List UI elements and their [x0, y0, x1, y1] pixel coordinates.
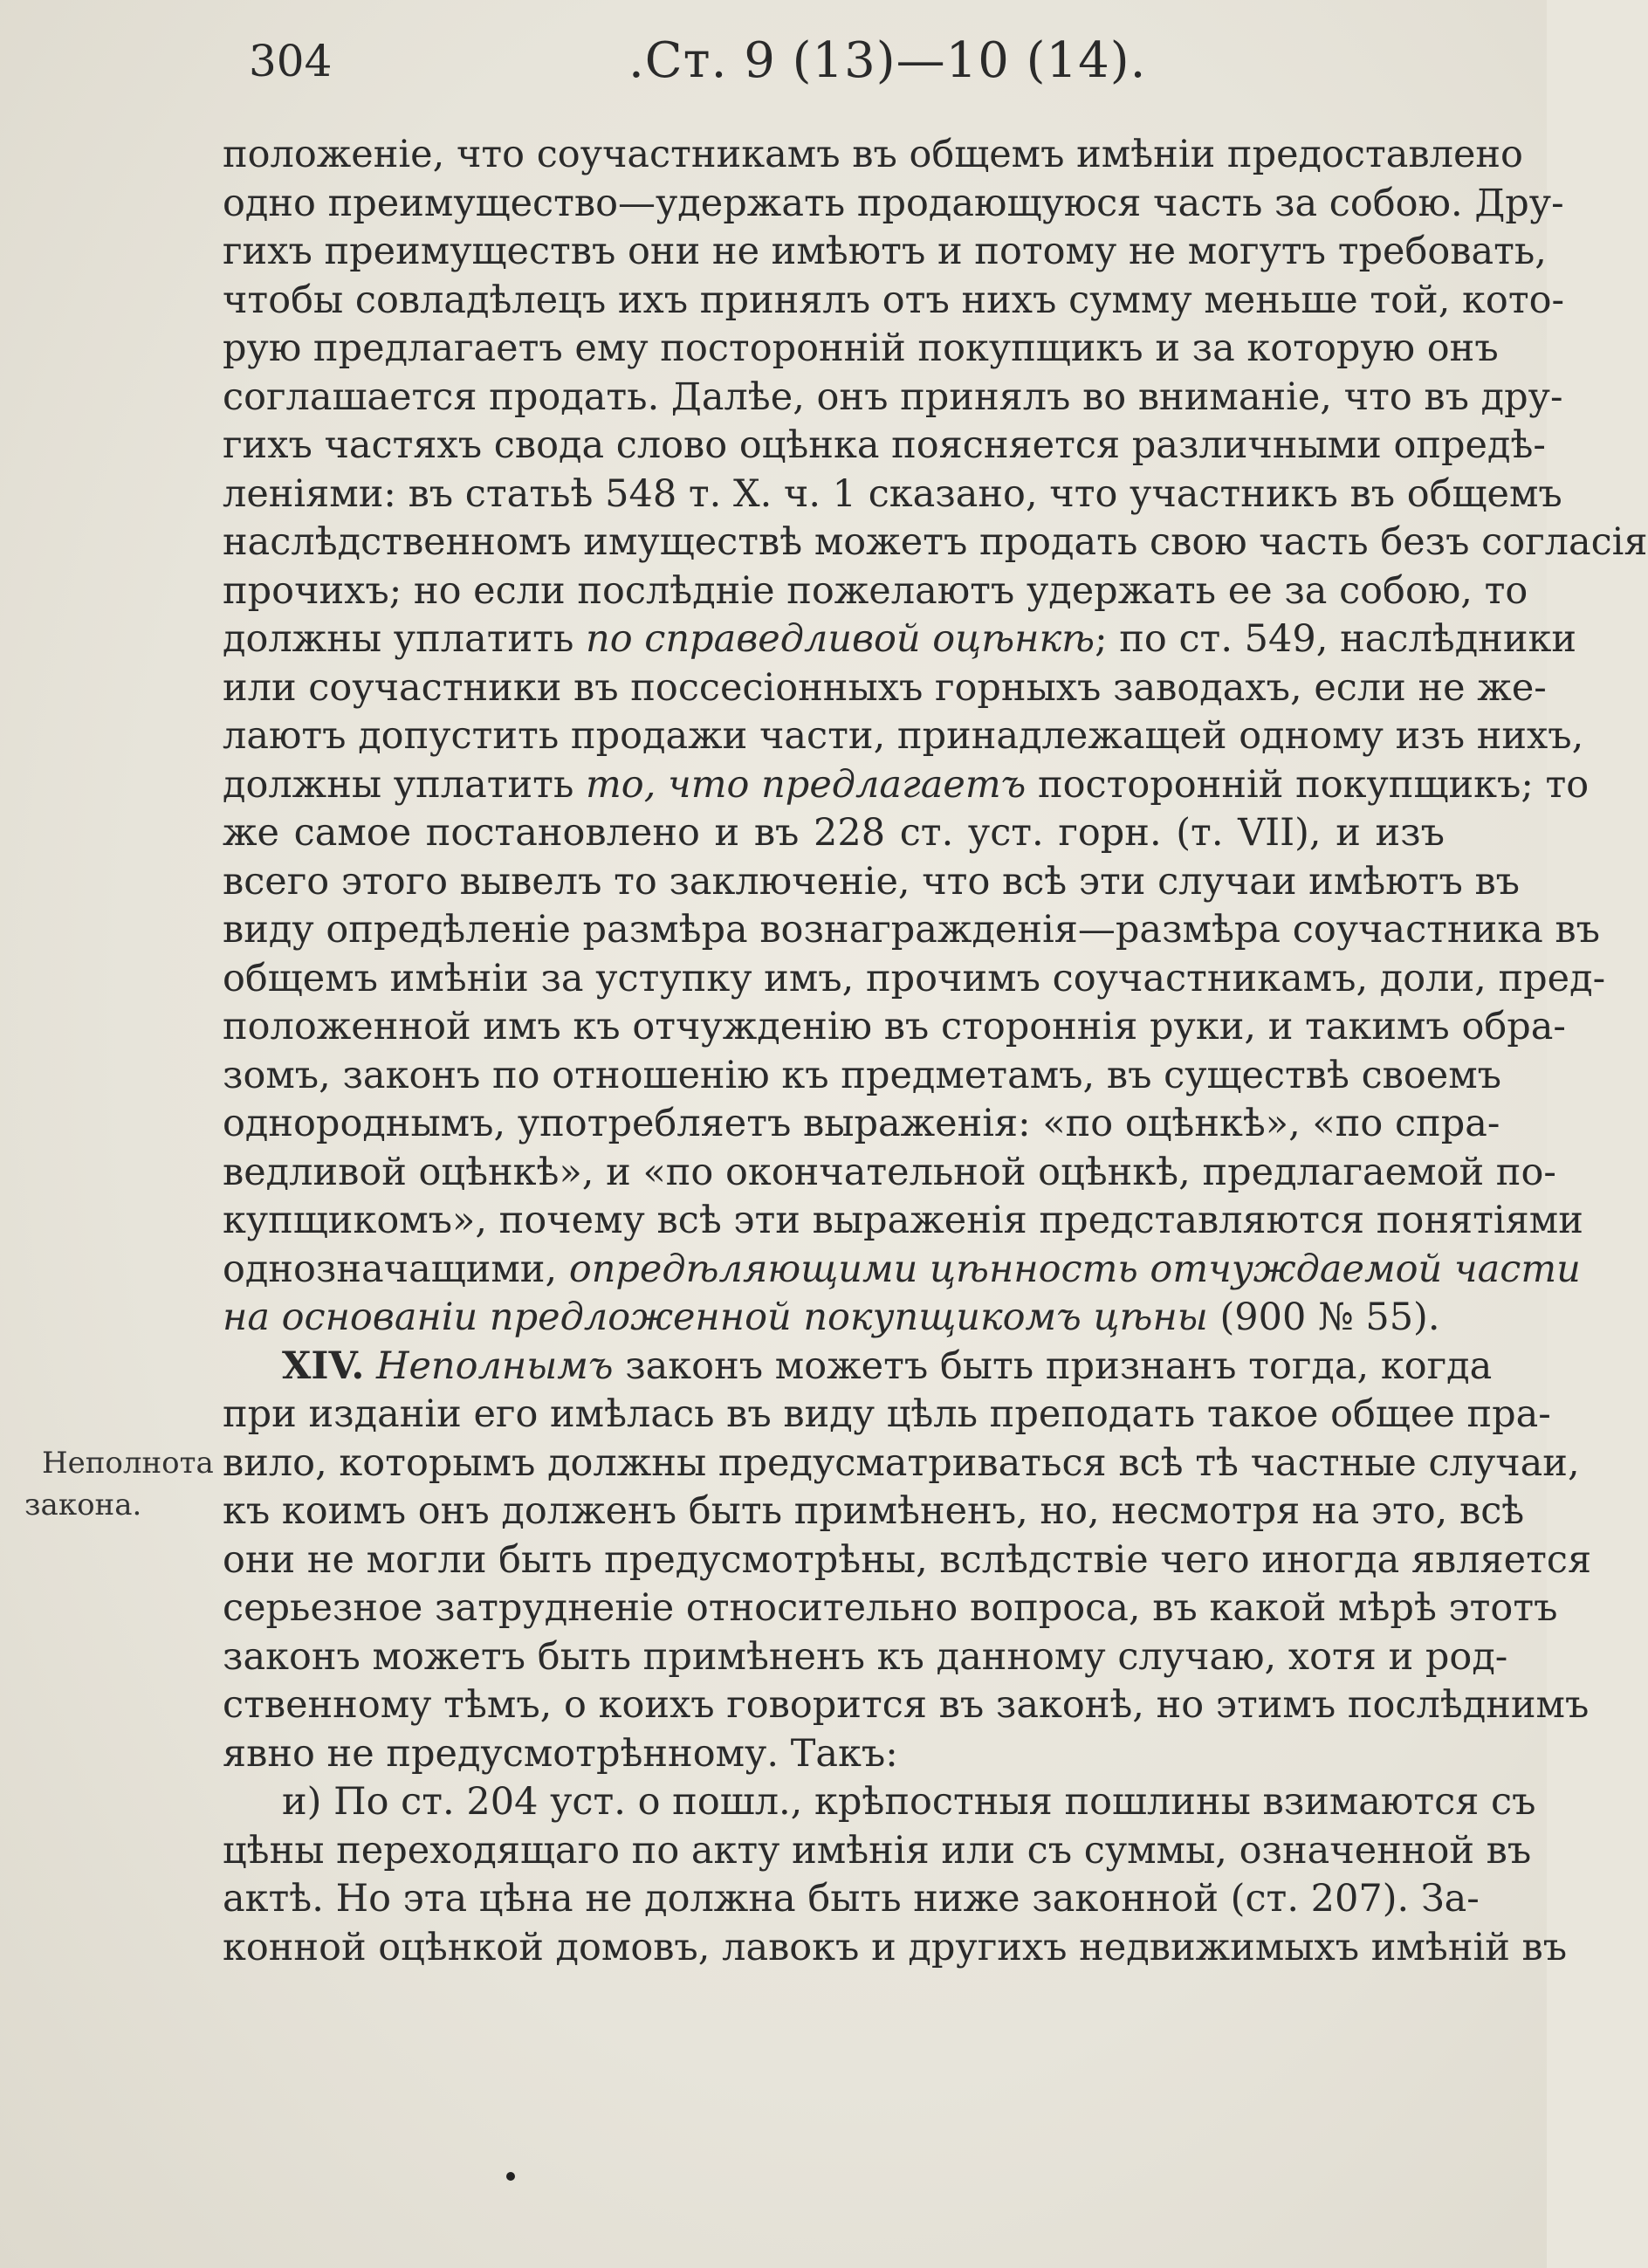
- text-line: виду опредѣленіе размѣра вознагражденія—размѣра соучастника въ: [223, 908, 1601, 952]
- italic-fragment: по справедливой оцѣнкѣ: [586, 617, 1095, 661]
- text-line: однороднымъ, употребляетъ выраженія: «по оцѣнкѣ», «по спра-: [223, 1102, 1500, 1145]
- text-line: гихъ преимуществъ они не имѣютъ и потому не могутъ требовать,: [223, 230, 1547, 273]
- text-line: при изданіи его имѣлась въ виду цѣль преподать такое общее пра-: [223, 1392, 1551, 1436]
- text-line: законъ можетъ быть примѣненъ къ данному случаю, хотя и род-: [223, 1634, 1508, 1679]
- italic-fragment: то, что предлагаетъ: [586, 762, 1027, 807]
- margin-note-line: закона.: [24, 1488, 142, 1522]
- text-line: [223, 615, 1577, 664]
- text-line: они не могли быть предусмотрѣны, вслѣдствіе чего иногда является: [223, 1537, 1592, 1582]
- text-line: къ коимъ онъ долженъ быть примѣненъ, но, несмотря на это, всѣ: [223, 1489, 1525, 1533]
- text-line: вило, которымъ должны предусматриваться всѣ тѣ частные случаи,: [223, 1440, 1580, 1485]
- italic-fragment: на основаніи предложенной покупщикомъ цѣны: [223, 1296, 1208, 1339]
- text-fragment: однозначащими,: [223, 1247, 569, 1291]
- text-line: [223, 1246, 1581, 1295]
- text-fragment: законъ можетъ быть признанъ тогда, когда: [613, 1344, 1493, 1388]
- text-line: прочихъ; но если послѣдніе пожелаютъ удержать ее за собою, то: [223, 568, 1528, 613]
- text-line: всего этого вывелъ то заключеніе, что всѣ эти случаи имѣютъ въ: [223, 859, 1521, 904]
- text-line: купщикомъ», почему всѣ эти выраженія представляются понятіями: [223, 1199, 1583, 1242]
- text-line: положеніе, что соучастникамъ въ общемъ имѣніи предоставлено: [223, 133, 1523, 176]
- text-line: леніями: въ статьѣ 548 т. X. ч. 1 сказано, что участникъ въ общемъ: [223, 471, 1562, 516]
- text-line: одно преимущество—удержать продающуюся часть за собою. Дру-: [223, 181, 1564, 225]
- italic-fragment: опредѣляющими цѣнность отчуждаемой части: [568, 1247, 1581, 1291]
- text-line: [223, 1294, 1445, 1343]
- text-line: рую предлагаетъ ему посторонній покупщикъ и за которую онъ: [223, 326, 1499, 370]
- running-head: .Ст. 9 (13)—10 (14).: [628, 32, 1147, 89]
- text-line: соглашается продать. Далѣе, онъ принялъ во вниманіе, что въ дру-: [223, 375, 1563, 419]
- section-number: XIV.: [282, 1344, 365, 1388]
- italic-fragment: Неполнымъ: [375, 1344, 614, 1388]
- text-line: же самое постановлено и въ 228 ст. уст. горн. (т. VII), и изъ: [223, 811, 1445, 855]
- ink-dot: [506, 2172, 515, 2181]
- text-line: серьезное затрудненіе относительно вопроса, въ какой мѣрѣ этотъ: [223, 1586, 1558, 1630]
- text-line: явно не предусмотрѣнному. Такъ:: [223, 1731, 898, 1776]
- text-line: [223, 761, 1590, 810]
- text-line: [223, 1343, 1493, 1392]
- text-fragment: (900 № 55).: [1207, 1296, 1440, 1339]
- page-header: [0, 28, 1547, 98]
- margin-note-line: Неполнота: [42, 1446, 214, 1481]
- page-number: 304: [249, 36, 333, 86]
- text-line: ведливой оцѣнкѣ», и «по окончательной оцѣнкѣ, предлагаемой по-: [223, 1150, 1556, 1194]
- body-text: [223, 131, 1648, 1972]
- text-line: гихъ частяхъ свода слово оцѣнка поясняется различными опредѣ-: [223, 423, 1546, 467]
- text-fragment: ; по ст. 549, наслѣдники: [1095, 617, 1577, 661]
- text-line: цѣны переходящаго по акту имѣнія или съ суммы, означенной въ: [223, 1828, 1532, 1873]
- text-line: и) По ст. 204 уст. о пошл., крѣпостныя пошлины взимаются съ: [282, 1780, 1536, 1824]
- text-fragment: должны уплатить: [223, 617, 587, 661]
- text-line: положенной имъ къ отчужденію въ стороннія руки, и такимъ обра-: [223, 1005, 1566, 1048]
- text-line: актѣ. Но эта цѣна не должна быть ниже законной (ст. 207). За-: [223, 1877, 1480, 1921]
- text-line: общемъ имѣніи за уступку имъ, прочимъ соучастникамъ, доли, пред-: [223, 956, 1606, 1000]
- text-line: или соучастники въ поссесіонныхъ горныхъ заводахъ, если не же-: [223, 665, 1547, 710]
- text-line: зомъ, законъ по отношенію къ предметамъ, въ существѣ своемъ: [223, 1053, 1502, 1097]
- text-fragment: посторонній покупщикъ; то: [1026, 762, 1590, 807]
- text-line: чтобы совладѣлецъ ихъ принялъ отъ нихъ сумму меньше той, кото-: [223, 278, 1565, 322]
- text-fragment: должны уплатить: [223, 762, 587, 807]
- text-line: ственному тѣмъ, о коихъ говорится въ законѣ, но этимъ послѣднимъ: [223, 1683, 1590, 1727]
- text-line: конной оцѣнкой домовъ, лавокъ и другихъ недвижимыхъ имѣній въ: [223, 1925, 1568, 1969]
- text-line: наслѣдственномъ имуществѣ можетъ продать свою часть безъ согласія: [223, 520, 1648, 564]
- margin-note: [24, 1442, 214, 1526]
- text-line: лаютъ допустить продажи части, принадлежащей одному изъ нихъ,: [223, 714, 1584, 758]
